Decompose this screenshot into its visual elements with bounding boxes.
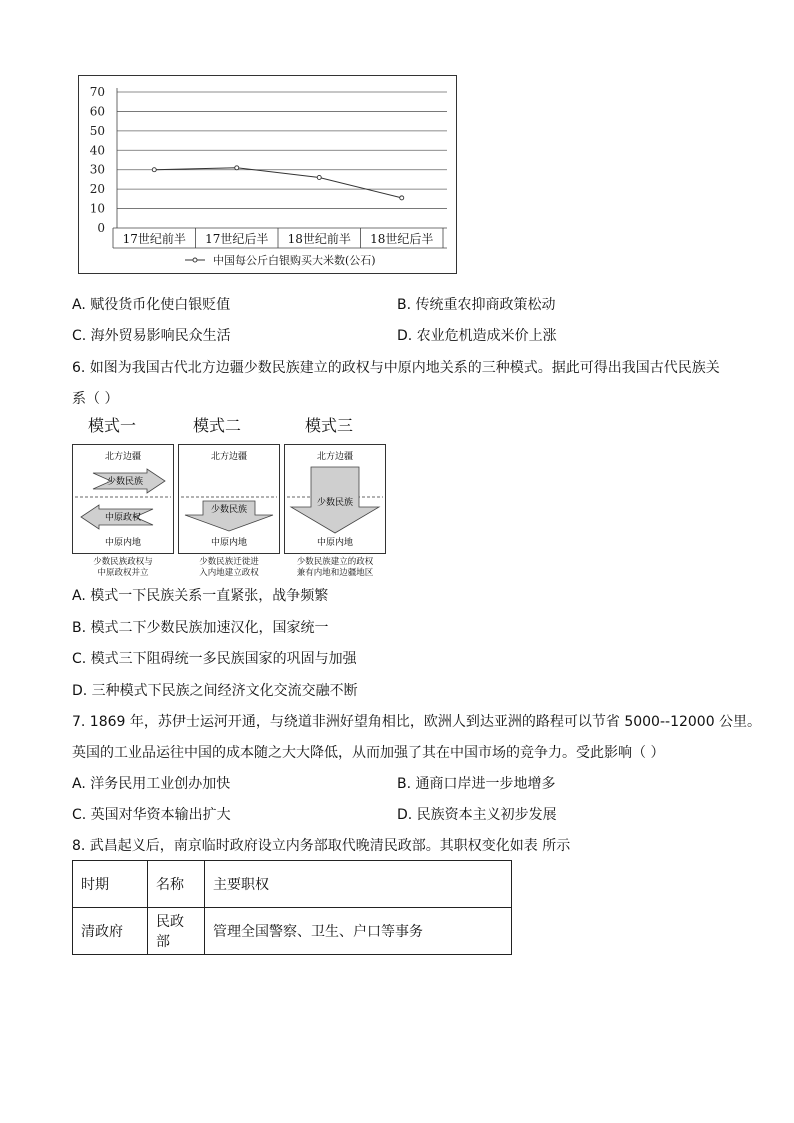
silver-rice-chart (78, 75, 457, 274)
table-header-cell: 时期 (73, 861, 148, 908)
q6-stem-line1: 6. 如图为我国古代北方边疆少数民族建立的政权与中原内地关系的三种模式。据此可得出我国古代民族关 (72, 360, 720, 376)
mode3-caption (280, 557, 390, 579)
mode3-caption-line2: 兼有内地和边疆地区 (296, 568, 374, 578)
mode2-bottom-label: 中原内地 (210, 538, 248, 548)
mode1-box (72, 444, 174, 554)
x-tick-label: 17世纪前半 (122, 232, 186, 246)
q5-option-c[interactable]: C. 海外贸易影响民众生活 (72, 328, 231, 344)
mode1-bottom-label: 中原内地 (104, 538, 142, 548)
table-cell: 清政府 (73, 908, 148, 955)
mode2-top-label: 北方边疆 (210, 452, 248, 462)
mode3-top-label: 北方边疆 (316, 452, 354, 462)
mode2-box (178, 444, 280, 554)
mode1-caption (72, 557, 174, 579)
mode2-graphic (179, 445, 279, 553)
table-cell: 民政部 (148, 908, 205, 955)
y-tick-label: 20 (89, 182, 105, 197)
mode1-caption-line1: 少数民族政权与 (93, 557, 153, 567)
mode3-arrow-label: 少数民族 (316, 498, 354, 508)
mode3-caption-line1: 少数民族建立的政权 (296, 557, 374, 567)
mode3-graphic (285, 445, 385, 553)
q6-option-d[interactable]: D. 三种模式下民族之间经济文化交流交融不断 (72, 683, 358, 699)
data-point (400, 196, 404, 200)
mode1-top-label: 北方边疆 (104, 452, 142, 462)
mode2-caption-line1: 少数民族迁徙进 (199, 557, 259, 567)
mode1-caption-line2: 中原政权并立 (97, 568, 149, 578)
y-tick-label: 30 (89, 162, 105, 177)
y-tick-label: 50 (89, 123, 105, 138)
y-tick-label: 70 (89, 85, 105, 99)
table-cell: 管理全国警察、卫生、户口等事务 (205, 908, 512, 955)
q7-option-d[interactable]: D. 民族资本主义初步发展 (397, 807, 557, 823)
mode3-bottom-label: 中原内地 (316, 538, 354, 548)
table-header-row (73, 861, 512, 908)
q6-option-a[interactable]: A. 模式一下民族关系一直紧张，战争频繁 (72, 588, 329, 604)
x-tick-label: 18世纪后半 (370, 232, 434, 246)
q6-option-b[interactable]: B. 模式二下少数民族加速汉化，国家统一 (72, 620, 329, 636)
mode1-arrow2-label: 中原政权 (104, 513, 142, 523)
q8-table (72, 860, 512, 955)
mode1-arrow1-label: 少数民族 (106, 477, 144, 487)
mode2-arrow-label: 少数民族 (210, 505, 248, 515)
mode1-title: 模式一 (88, 416, 137, 435)
legend-label: 中国每公斤白银购买大米数(公石) (213, 254, 376, 267)
q5-option-a[interactable]: A. 赋役货币化使白银贬值 (72, 297, 231, 313)
q7-option-c[interactable]: C. 英国对华资本输出扩大 (72, 807, 231, 823)
mode3-box (284, 444, 386, 554)
y-tick-label: 40 (89, 143, 105, 158)
q7-option-b[interactable]: B. 通商口岸进一步地增多 (397, 776, 556, 792)
q5-option-b[interactable]: B. 传统重农抑商政策松动 (397, 297, 556, 313)
x-tick-label: 18世纪前半 (287, 232, 351, 246)
data-point (235, 166, 239, 170)
mode3-title: 模式三 (305, 416, 354, 435)
line-chart (79, 76, 456, 273)
q5-option-d[interactable]: D. 农业危机造成米价上涨 (397, 328, 557, 344)
x-tick-label: 17世纪后半 (205, 232, 269, 246)
q7-stem-line2: 英国的工业品运往中国的成本随之大大降低，从而加强了其在中国市场的竞争力。受此影响（ ） (72, 745, 665, 761)
y-tick-label: 10 (89, 201, 105, 216)
table-header-cell: 名称 (148, 861, 205, 908)
table-row (73, 908, 512, 955)
q6-stem-line2: 系（ ） (72, 391, 119, 407)
mode2-title: 模式二 (193, 416, 242, 435)
q7-option-a[interactable]: A. 洋务民用工业创办加快 (72, 776, 231, 792)
mode2-caption-line2: 入内地建立政权 (199, 568, 259, 578)
mode2-caption (178, 557, 280, 579)
data-point (317, 175, 321, 179)
series-line (154, 168, 402, 198)
q8-stem: 8. 武昌起义后，南京临时政府设立内务部取代晚清民政部。其职权变化如表 所示 (72, 838, 571, 854)
q6-option-c[interactable]: C. 模式三下阻碍统一多民族国家的巩固与加强 (72, 651, 357, 667)
data-point (152, 168, 156, 172)
table-header-cell: 主要职权 (205, 861, 512, 908)
y-tick-label: 0 (97, 221, 105, 235)
legend-marker (193, 258, 197, 262)
mode1-graphic (73, 445, 173, 553)
y-tick-label: 60 (89, 104, 105, 119)
q7-stem-line1: 7. 1869 年，苏伊士运河开通，与绕道非洲好望角相比，欧洲人到达亚洲的路程可以节省 5000--12000 公里。 (72, 714, 762, 730)
